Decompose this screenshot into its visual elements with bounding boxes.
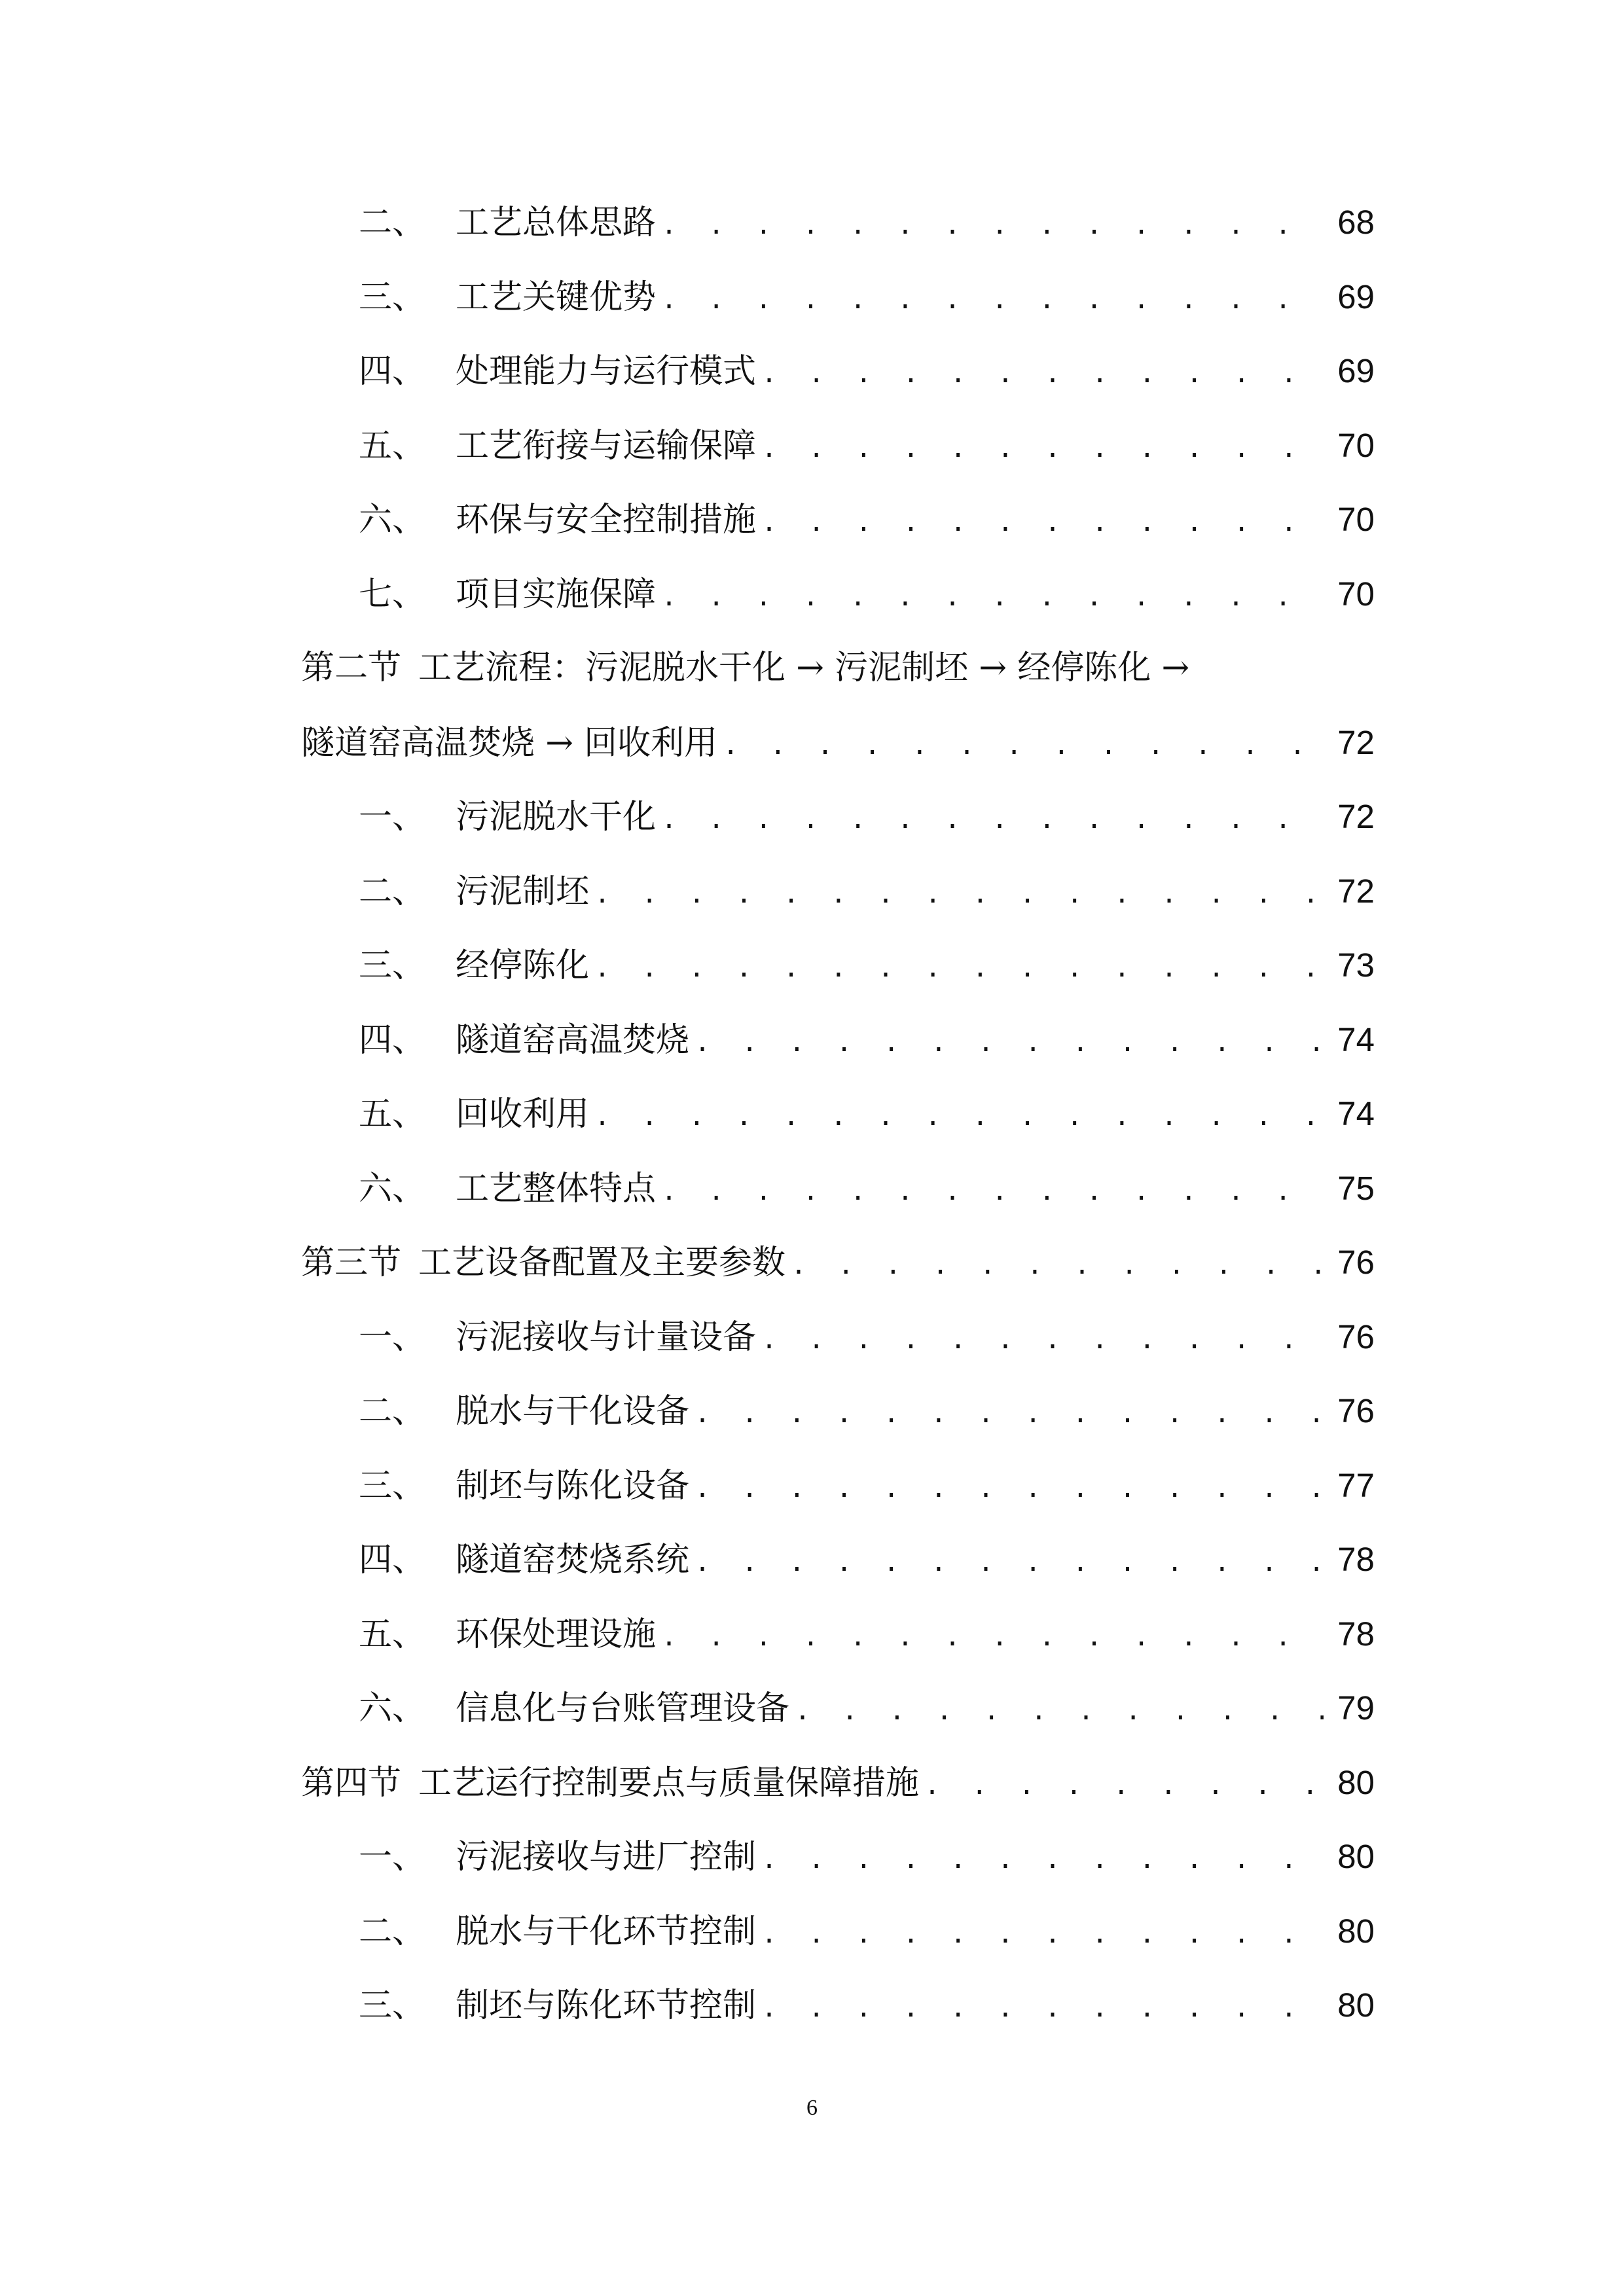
toc-entry-page: 74 bbox=[1337, 1095, 1375, 1132]
toc-entry-page: 68 bbox=[1337, 204, 1375, 241]
toc-entry-number: 二、 bbox=[359, 1912, 426, 1951]
toc-entry-title: 脱水与干化环节控制 bbox=[456, 1912, 757, 1951]
toc-entry-page: 72 bbox=[1337, 872, 1375, 910]
toc-dot-leader bbox=[761, 337, 1324, 412]
toc-entry-number: 六、 bbox=[359, 1169, 426, 1208]
toc-entry-title: 工艺整体特点 bbox=[456, 1169, 657, 1208]
toc-entry-title: 脱水与干化设备 bbox=[456, 1392, 690, 1431]
toc-entry-number: 三、 bbox=[359, 946, 426, 985]
toc-dot-leader bbox=[761, 486, 1324, 560]
toc-entry-number: 第二节 bbox=[301, 649, 402, 687]
toc-entry[interactable] bbox=[301, 1894, 1375, 1969]
toc-entry-page: 78 bbox=[1337, 1615, 1375, 1653]
toc-entry-title: 工艺总体思路 bbox=[456, 204, 657, 242]
toc-dot-leader bbox=[791, 1229, 1324, 1303]
toc-entry-number: 三、 bbox=[359, 1986, 426, 2025]
toc-dot-leader bbox=[661, 1155, 1324, 1229]
toc-dot-leader bbox=[661, 560, 1324, 635]
toc-entry-title: 工艺衔接与运输保障 bbox=[456, 426, 757, 465]
toc-entry-number: 第四节 bbox=[301, 1763, 402, 1803]
toc-entry-page: 75 bbox=[1337, 1169, 1375, 1207]
toc-entry-title: 隧道窑高温焚烧 → 回收利用 bbox=[301, 723, 718, 762]
toc-dot-leader bbox=[761, 1897, 1324, 1972]
toc-entry-title: 经停陈化 bbox=[456, 946, 590, 985]
toc-entry-number: 四、 bbox=[359, 1541, 426, 1579]
toc-dot-leader bbox=[761, 1971, 1324, 2046]
toc-entry-page: 69 bbox=[1337, 352, 1375, 389]
table-of-contents bbox=[301, 185, 1375, 2043]
toc-entry-page: 80 bbox=[1337, 1763, 1375, 1801]
toc-entry-page: 76 bbox=[1337, 1244, 1375, 1281]
toc-entry-page: 80 bbox=[1337, 1912, 1375, 1950]
toc-entry[interactable] bbox=[301, 408, 1375, 483]
toc-entry-page: 70 bbox=[1337, 575, 1375, 613]
toc-entry-number: 三、 bbox=[359, 1466, 426, 1505]
toc-entry-page: 74 bbox=[1337, 1020, 1375, 1058]
toc-dot-leader bbox=[661, 1600, 1324, 1675]
toc-entry[interactable] bbox=[301, 631, 1375, 706]
toc-entry-page: 70 bbox=[1337, 501, 1375, 538]
toc-entry[interactable] bbox=[301, 1448, 1375, 1523]
toc-entry-page: 79 bbox=[1337, 1689, 1375, 1727]
toc-entry-title: 污泥脱水干化 bbox=[456, 798, 657, 836]
toc-entry-title: 污泥接收与计量设备 bbox=[456, 1318, 757, 1357]
toc-dot-leader bbox=[761, 1303, 1324, 1378]
toc-entry-page: 80 bbox=[1337, 1838, 1375, 1875]
page-number: 6 bbox=[806, 2096, 818, 2120]
toc-entry[interactable] bbox=[301, 854, 1375, 929]
toc-entry-number: 二、 bbox=[359, 1392, 426, 1431]
toc-entry-title: 污泥制坯 bbox=[456, 872, 590, 911]
toc-entry[interactable] bbox=[301, 1374, 1375, 1448]
toc-entry-page: 80 bbox=[1337, 1986, 1375, 2024]
toc-entry[interactable] bbox=[301, 1746, 1375, 1820]
toc-entry[interactable] bbox=[301, 260, 1375, 334]
toc-entry-title: 制坯与陈化设备 bbox=[456, 1466, 690, 1505]
toc-entry-number: 三、 bbox=[359, 278, 426, 317]
toc-entry-title: 隧道窑焚烧系统 bbox=[456, 1541, 690, 1579]
toc-entry-page: 77 bbox=[1337, 1466, 1375, 1504]
toc-entry-page: 78 bbox=[1337, 1541, 1375, 1578]
toc-dot-leader bbox=[723, 709, 1324, 783]
toc-dot-leader bbox=[661, 263, 1324, 338]
toc-entry-title: 制坯与陈化环节控制 bbox=[456, 1986, 757, 2025]
toc-entry[interactable] bbox=[301, 1968, 1375, 2043]
toc-entry-number: 二、 bbox=[359, 872, 426, 911]
toc-entry[interactable] bbox=[301, 1300, 1375, 1374]
toc-entry-number: 五、 bbox=[359, 1615, 426, 1654]
toc-entry-title: 项目实施保障 bbox=[456, 575, 657, 614]
toc-entry-title: 回收利用 bbox=[456, 1095, 590, 1134]
toc-entry-number: 五、 bbox=[359, 1095, 426, 1134]
toc-entry-number: 五、 bbox=[359, 426, 426, 465]
toc-dot-leader bbox=[795, 1674, 1324, 1749]
toc-entry-number: 六、 bbox=[359, 501, 426, 539]
toc-entry-page: 72 bbox=[1337, 798, 1375, 835]
toc-dot-leader bbox=[924, 1749, 1324, 1823]
toc-dot-leader bbox=[594, 931, 1324, 1006]
toc-entry[interactable] bbox=[301, 928, 1375, 1003]
toc-entry[interactable] bbox=[301, 1225, 1375, 1300]
toc-dot-leader bbox=[695, 1452, 1324, 1526]
toc-entry-title: 工艺设备配置及主要参数 bbox=[418, 1244, 786, 1282]
toc-entry-title: 隧道窑高温焚烧 bbox=[456, 1020, 690, 1060]
toc-entry-page: 72 bbox=[1337, 723, 1375, 761]
toc-entry-title: 处理能力与运行模式 bbox=[456, 352, 757, 391]
toc-dot-leader bbox=[661, 783, 1324, 857]
toc-entry-title: 工艺关键优势 bbox=[456, 278, 657, 317]
toc-entry-page: 70 bbox=[1337, 426, 1375, 464]
toc-entry-number: 六、 bbox=[359, 1689, 426, 1728]
toc-entry-page: 76 bbox=[1337, 1392, 1375, 1429]
toc-entry[interactable] bbox=[301, 185, 1375, 260]
toc-entry-page: 69 bbox=[1337, 278, 1375, 315]
toc-dot-leader bbox=[695, 1377, 1324, 1452]
toc-entry-title: 工艺运行控制要点与质量保障措施 bbox=[418, 1763, 920, 1803]
toc-entry-number: 四、 bbox=[359, 352, 426, 391]
toc-entry[interactable] bbox=[301, 706, 1375, 780]
toc-dot-leader bbox=[594, 857, 1324, 932]
toc-entry-number: 二、 bbox=[359, 204, 426, 242]
toc-entry-title: 污泥接收与进厂控制 bbox=[456, 1838, 757, 1876]
toc-entry-title: 工艺流程：污泥脱水干化 → 污泥制坯 → 经停陈化 → bbox=[418, 649, 1190, 687]
toc-entry[interactable] bbox=[301, 1820, 1375, 1894]
toc-entry[interactable] bbox=[301, 557, 1375, 632]
toc-entry[interactable] bbox=[301, 334, 1375, 408]
toc-entry-title: 信息化与台账管理设备 bbox=[456, 1689, 790, 1728]
toc-entry[interactable] bbox=[301, 1597, 1375, 1672]
toc-dot-leader bbox=[695, 1526, 1324, 1600]
toc-dot-leader bbox=[761, 412, 1324, 486]
toc-entry-page: 73 bbox=[1337, 946, 1375, 984]
toc-entry-number: 四、 bbox=[359, 1020, 426, 1060]
toc-entry-title: 环保与安全控制措施 bbox=[456, 501, 757, 539]
toc-entry[interactable] bbox=[301, 1151, 1375, 1226]
toc-entry-number: 一、 bbox=[359, 1318, 426, 1357]
toc-entry-number: 七、 bbox=[359, 575, 426, 614]
toc-dot-leader bbox=[761, 1823, 1324, 1897]
toc-entry[interactable] bbox=[301, 482, 1375, 557]
toc-entry-number: 一、 bbox=[359, 1838, 426, 1876]
toc-entry[interactable] bbox=[301, 780, 1375, 854]
toc-entry[interactable] bbox=[301, 1671, 1375, 1746]
toc-entry-number: 第三节 bbox=[301, 1244, 402, 1282]
toc-dot-leader bbox=[594, 1080, 1324, 1155]
toc-entry-page: 76 bbox=[1337, 1318, 1375, 1355]
toc-entry-title: 环保处理设施 bbox=[456, 1615, 657, 1654]
toc-dot-leader bbox=[695, 1006, 1324, 1081]
toc-entry[interactable] bbox=[301, 1077, 1375, 1151]
toc-entry[interactable] bbox=[301, 1522, 1375, 1597]
toc-dot-leader bbox=[661, 188, 1324, 263]
toc-entry-number: 一、 bbox=[359, 798, 426, 836]
toc-entry[interactable] bbox=[301, 1003, 1375, 1077]
